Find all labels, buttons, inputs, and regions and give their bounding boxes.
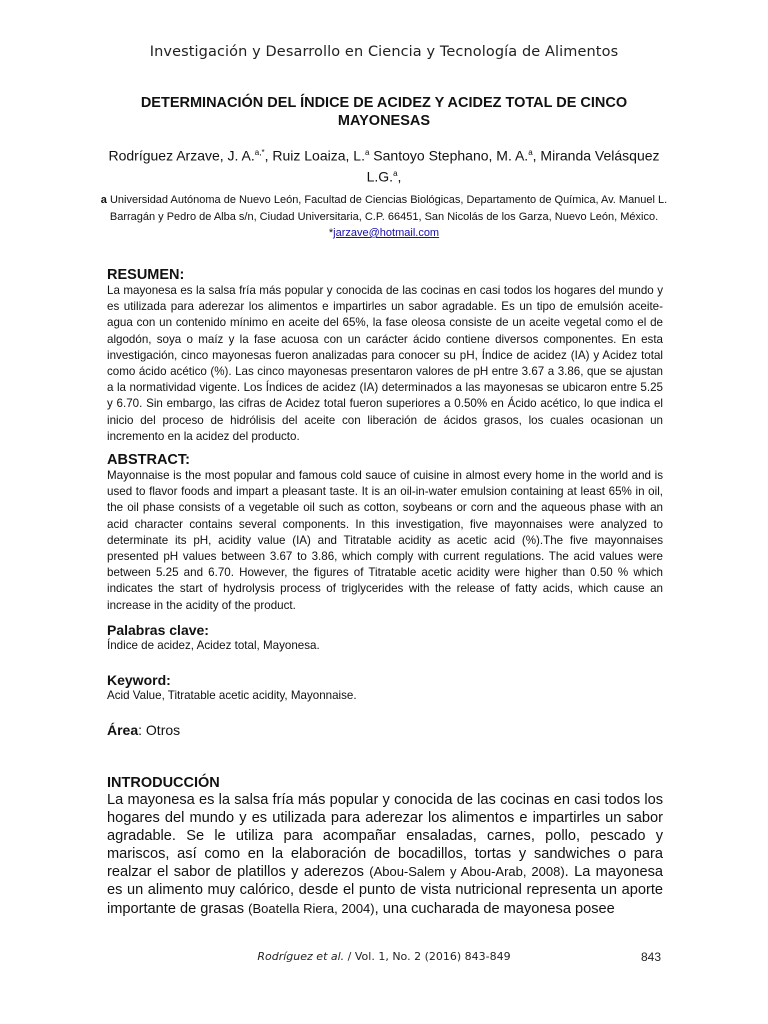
author-1-sup: a,*	[254, 148, 265, 157]
email-link[interactable]: jarzave@hotmail.com	[333, 227, 440, 239]
title-line-1: DETERMINACIÓN DEL ÍNDICE DE ACIDEZ Y ACIDEZ TOTAL DE CINCO	[140, 95, 628, 111]
keyword-section	[107, 672, 663, 704]
abstract-section	[107, 452, 663, 614]
intro-text-2: . La mayonesa es un alimento muy calórico, desde el punto de vista nutricional representa un aporte importante de grasas	[107, 864, 663, 917]
keyword-text: Acid Value, Titratable acetic acidity, Mayonnaise.	[107, 689, 357, 702]
author-4b: L.G.	[366, 168, 394, 185]
author-list	[100, 144, 668, 185]
palabras-heading: Palabras clave:	[107, 622, 209, 638]
area-section	[107, 722, 663, 738]
author-2: , Ruiz Loaiza, L.	[264, 147, 365, 164]
author-4-end: ,	[397, 168, 402, 185]
intro-text	[107, 791, 663, 918]
palabras-text: Índice de acidez, Acidez total, Mayonesa.	[107, 639, 320, 652]
paper-title	[100, 94, 668, 130]
affiliation-marker: a	[100, 194, 107, 206]
journal-header: Investigación y Desarrollo en Ciencia y Tecnología de Alimentos	[149, 44, 619, 60]
resumen-section	[107, 267, 663, 445]
resumen-heading: RESUMEN:	[107, 267, 185, 283]
footer-authors: Rodríguez et al.	[257, 950, 345, 963]
intro-heading: INTRODUCCIÓN	[107, 775, 220, 791]
resumen-text: La mayonesa es la salsa fría más popular y conocida de las cocinas en casi todos los hogares del mundo y es utilizada para aderezar los alimentos e impartirles un sabor agradable. Es un tipo de emulsión aceite-agua con un contenido mínimo en aceite del 65%, la fase oleosa consiste de un aceite vegetal como el de algodón, soya o maíz y la fase acuosa con un carácter ácido contiene diversos componentes. En esta investigación, cinco mayonesas fueron analizadas para conocer su pH, Índice de acidez (IA) y Acidez total como ácido acético (%). Las cinco mayonesas presentaron valores de pH entre 3.67 a 3.86, que se ajustan a la normatividad vigente. Los Índices de acidez (IA) determinados a las mayonesas se ubicaron entre 5.25 y 6.70. Sin embargo, las cifras de Acidez total fueron superiores a 0.50% en Ácido acético, lo que indica el inicio del proceso de hidrólisis del aceite con liberación de ácidos grasos, los cuales ocasionan un incremento en la acidez del producto.	[107, 284, 663, 443]
citation-1: (Abou-Salem y Abou-Arab, 2008)	[369, 864, 565, 880]
abstract-text: Mayonnaise is the most popular and famous cold sauce of cuisine in almost every home in the world and is used to flavor foods and impart a pleasant taste. It is an oil-in-water emulsion containing at least 65% in oil, the oil phase consists of a vegetable oil such as cotton, soybeans or corn and the aqueous phase with an acid character contains several components. In this investigation, five mayonnaises were analyzed to determinate its pH, acidity value (IA) and Titratable acidity as acetic acid (%).The five mayonnaises presented pH values between 3.67 to 3.86, which comply with current regulations. The acid values were between 5.25 and 6.70. However, the figures of Titratable acetic acidity were higher than 0.50 % which indicates the start of hydrolysis process of triglycerides with the release of fatty acids, which cause an increase in the acidity of the product.	[107, 469, 663, 612]
author-1: Rodríguez Arzave, J. A.	[108, 147, 255, 164]
author-2-sup: a	[364, 148, 370, 157]
palabras-section	[107, 622, 663, 654]
author-3: Santoyo Stephano, M. A.	[369, 147, 529, 164]
intro-section	[107, 775, 663, 918]
affiliation	[100, 192, 668, 242]
page-number: 843	[640, 950, 661, 964]
title-line-2: MAYONESAS	[337, 113, 431, 129]
author-3-sup: a	[528, 148, 533, 157]
keyword-heading: Keyword:	[107, 672, 171, 688]
footer-volume: / Vol. 1, No. 2 (2016) 843-849	[344, 950, 511, 963]
author-4-sup: a	[393, 168, 398, 178]
area-label: Área	[107, 722, 139, 738]
intro-text-1: La mayonesa es la salsa fría más popular y conocida de las cocinas en casi todos los hogares del mundo y es utilizada para aderezar los alimentos e impartirles un sabor agradable. Se le utiliza para acompañar ensaladas, carnes, pollo, pescado y mariscos, así como en la elaboración de bocadillos, tortas y sandwiches o para realzar el sabor de platillos y aderezos	[107, 792, 663, 881]
area-value: : Otros	[138, 722, 181, 738]
abstract-heading: ABSTRACT:	[107, 452, 190, 468]
intro-text-3: , una cucharada de mayonesa posee	[374, 900, 615, 917]
citation-2: (Boatella Riera, 2004)	[248, 900, 375, 916]
affiliation-text: Universidad Autónoma de Nuevo León, Facultad de Ciencias Biológicas, Departamento de Química, Av. Manuel L. Barragán y Pedro de Alba s/n, Ciudad Universitaria, C.P. 66451, San Nicolás de los Garza, Nuevo León, México. *	[106, 194, 668, 239]
author-4: , Miranda Velásquez	[532, 147, 660, 164]
